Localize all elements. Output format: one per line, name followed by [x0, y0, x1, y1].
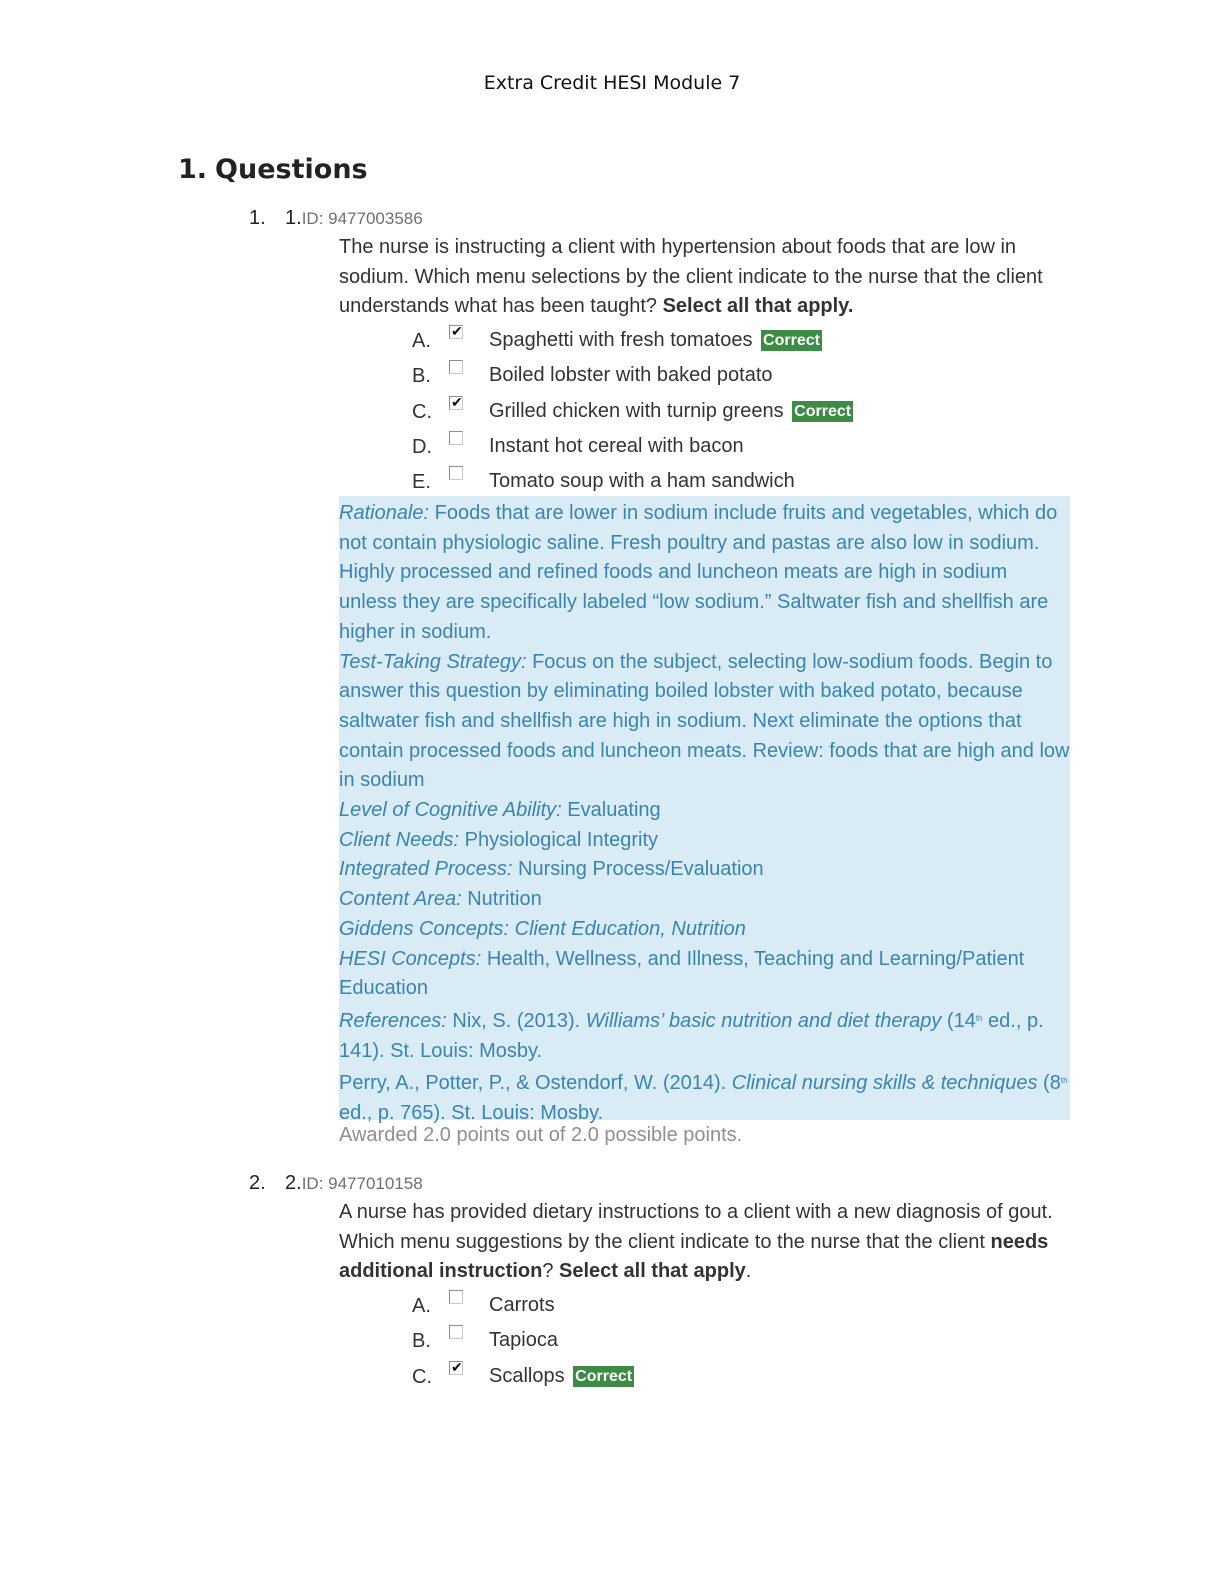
option-text: Grilled chicken with turnip greens Correct	[489, 399, 852, 422]
client-needs: Client Needs: Physiological Integrity	[339, 828, 659, 851]
checkmark-icon: ✔	[451, 393, 463, 410]
correct-badge: Correct	[794, 402, 852, 420]
option-letter: E.	[412, 471, 431, 494]
giddens-concepts: Giddens Concepts: Client Education, Nutrition	[339, 917, 746, 940]
correct-badge: Correct	[575, 1367, 633, 1385]
rationale-paragraph: Rationale: Foods that are lower in sodium include fruits and vegetables, which do not contain physiologic saline. Fresh poultry and pastas are also low in sodium. Highly processed and refined foods and luncheon meats are high in sodium unless they are specifically labeled “low sodium.” Saltwater fish and shellfish are higher in sodium.	[339, 502, 1058, 643]
option-letter: C.	[412, 400, 432, 423]
option-text: Carrots	[489, 1294, 555, 1316]
checkbox-icon[interactable]	[449, 360, 463, 374]
section-title: Questions	[215, 154, 368, 185]
question-inner-number: 1.	[285, 207, 302, 229]
checkbox-icon[interactable]	[449, 466, 463, 480]
hesi-concepts: HESI Concepts: Health, Wellness, and Illness, Teaching and Learning/Patient Education	[339, 947, 1025, 1000]
option-text: Tomato soup with a ham sandwich	[489, 470, 795, 493]
option-text: Scallops Correct	[489, 1364, 633, 1387]
option-letter: A.	[412, 1295, 431, 1317]
checkmark-icon: ✔	[451, 323, 463, 339]
strategy-paragraph: Test-Taking Strategy: Focus on the subject, selecting low-sodium foods. Begin to answer this question by eliminating boiled lobster with baked potato, because saltwater fish and shellfish are high in sodium. Next eliminate the options that contain processed foods and luncheon meats. Review: foods that are high and low in sodium	[339, 650, 1070, 792]
question-id-line	[249, 1172, 423, 1195]
option-text: Instant hot cereal with bacon	[489, 434, 744, 457]
question-text: The nurse is instructing a client with hypertension about foods that are low in sodium. Which menu selections by the client indicate to the nurse that the client understands what has been taught?	[339, 236, 1043, 318]
option-letter: A.	[412, 330, 431, 352]
option-text: Spaghetti with fresh tomatoes Correct	[489, 329, 820, 351]
document-header: Extra Credit HESI Module 7	[483, 72, 741, 94]
select-all-instruction: Select all that apply.	[662, 295, 854, 318]
option-letter: C.	[412, 1365, 432, 1388]
option-letter: B.	[412, 365, 431, 388]
checkbox-icon[interactable]	[449, 1325, 463, 1339]
reference-1: References: Nix, S. (2013). Williams’ basic nutrition and diet therapy (14th ed., p. 141). St. Louis: Mosby.	[339, 1009, 1044, 1062]
option-letter: D.	[412, 435, 432, 458]
question-number: 2.	[249, 1172, 266, 1194]
question-inner-number: 2.	[285, 1172, 302, 1194]
integrated-process: Integrated Process: Nursing Process/Evaluation	[339, 858, 764, 881]
checkmark-icon: ✔	[451, 1358, 463, 1375]
checkbox-icon[interactable]	[449, 1290, 463, 1304]
content-area: Content Area: Nutrition	[339, 888, 542, 911]
option-letter: B.	[412, 1330, 431, 1353]
option-text: Boiled lobster with baked potato	[489, 364, 773, 387]
select-all-instruction: Select all that apply	[559, 1260, 746, 1283]
question-id: ID: 9477003586	[301, 209, 423, 228]
question-stem: A nurse has provided dietary instructions to a client with a new diagnosis of gout. Which menu suggestions by the client indicate to the nurse that the client needs additional instruction? Select all that apply.	[339, 1201, 1053, 1283]
cognitive-level: Level of Cognitive Ability: Evaluating	[339, 799, 661, 822]
checkbox-icon[interactable]	[449, 393, 463, 410]
correct-badge: Correct	[763, 332, 820, 349]
option-text: Tapioca	[489, 1329, 558, 1352]
checkbox-icon[interactable]	[449, 325, 463, 339]
checkbox-icon[interactable]	[449, 431, 463, 445]
question-id-line	[249, 207, 423, 230]
rationale-panel	[339, 496, 1070, 1125]
reference-2: Perry, A., Potter, P., & Ostendorf, W. (2014). Clinical nursing skills & techniques (8th ed., p. 765). St. Louis: Mosby.	[339, 1072, 1068, 1125]
section-heading	[178, 154, 368, 185]
question-stem	[339, 233, 1059, 322]
points-awarded: Awarded 2.0 points out of 2.0 possible points.	[339, 1124, 743, 1146]
section-number: 1.	[178, 154, 208, 185]
question-number: 1.	[249, 207, 266, 229]
checkbox-icon[interactable]	[449, 1358, 463, 1375]
question-id: ID: 9477010158	[301, 1174, 423, 1193]
